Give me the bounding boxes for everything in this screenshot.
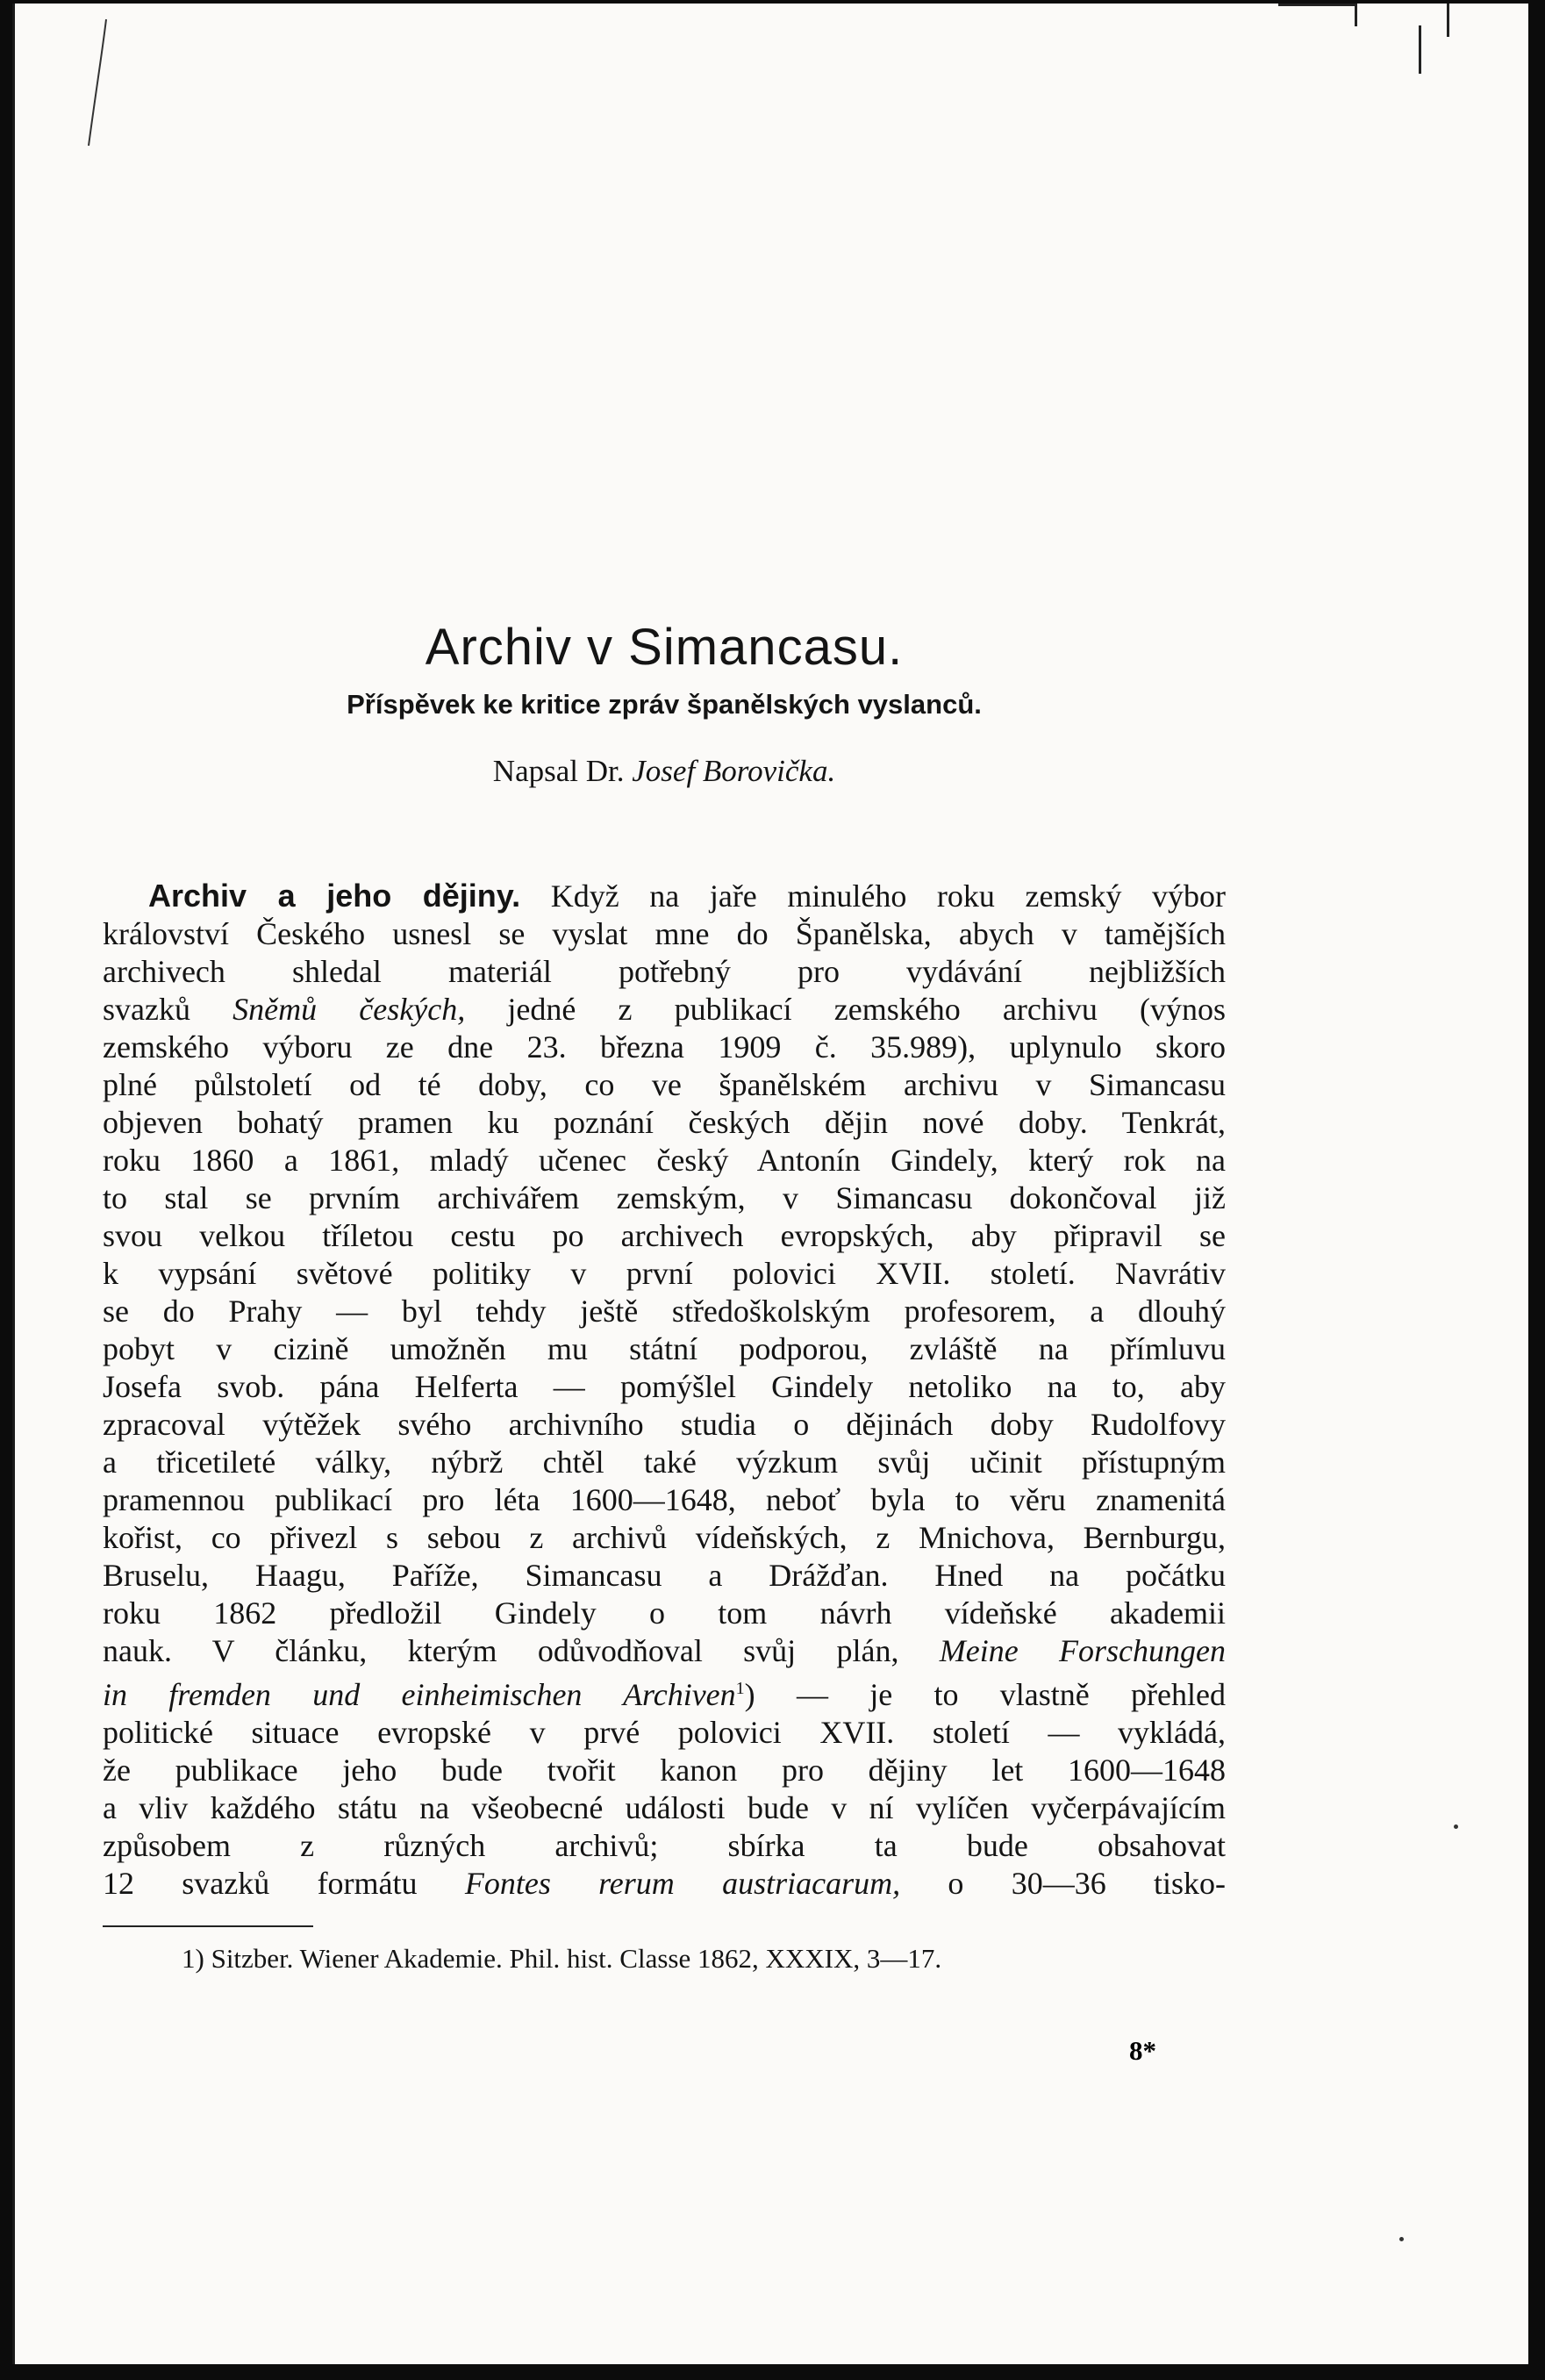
- scan-speck: [1454, 1824, 1458, 1829]
- text-line: Archiv a jeho dějiny. Když na jaře minulého roku zemský výbor: [148, 878, 1226, 914]
- text-line: že publikace jeho bude tvořit kanon pro dějiny let 1600—1648: [103, 1753, 1226, 1788]
- article: [103, 618, 1226, 1976]
- text-line: nauk. V článku, kterým odůvodňoval svůj plán, Meine Forschungen: [103, 1633, 1226, 1668]
- text-line: to stal se prvním archivářem zemským, v Simancasu dokončoval již: [103, 1180, 1226, 1215]
- footnote: [103, 1941, 1226, 1976]
- text-line: pobyt v cizině umožněn mu státní podporou, zvláště na přímluvu: [103, 1331, 1226, 1366]
- scan-edge-mark: [1419, 25, 1421, 74]
- text-line: in fremden und einheimischen Archiven$^1$) — je to vlastně přehled: [103, 1677, 1227, 1712]
- text-line: politické situace evropské v prvé polovici XVII. století — vykládá,: [103, 1715, 1226, 1750]
- text-line: objeven bohatý pramen ku poznání českých dějin nové doby. Tenkrát,: [103, 1105, 1226, 1140]
- text-line: svazků Sněmů českých, jedné z publikací zemského archivu (výnos: [103, 992, 1226, 1027]
- scan-speck: [1399, 2237, 1404, 2241]
- section-lead: Archiv a jeho dějiny.: [148, 878, 521, 914]
- footnote-marker: 1): [182, 1943, 204, 1974]
- scan-edge-mark: [1447, 4, 1449, 37]
- text-line: roku 1862 předložil Gindely o tom návrh vídeňské akademii: [103, 1595, 1226, 1631]
- footnote-rule: [103, 1925, 313, 1927]
- text-line: k vypsání světové politiky v první polovici XVII. století. Navrátiv: [103, 1256, 1226, 1291]
- author-name: Josef Borovička.: [632, 754, 836, 788]
- text-line: a vliv každého státu na všeobecné události bude v ní vylíčen vyčerpávajícím: [103, 1790, 1226, 1825]
- article-subtitle: Příspěvek ke kritice zpráv španělských vyslanců.: [347, 689, 982, 720]
- text-line: Bruselu, Haagu, Paříže, Simancasu a Drážďan. Hned na počátku: [103, 1558, 1226, 1593]
- text-line: zemského výboru ze dne 23. března 1909 č. 35.989), uplynulo skoro: [103, 1029, 1226, 1065]
- text-line: a třicetileté války, nýbrž chtěl také výzkum svůj učinit přístupným: [103, 1444, 1226, 1480]
- text-line: způsobem z různých archivů; sbírka ta bude obsahovat: [103, 1828, 1226, 1863]
- text-line: 12 svazků formátu Fontes rerum austriacarum, o 30—36 tisko-: [103, 1866, 1227, 1901]
- byline-prefix: Napsal Dr.: [492, 754, 625, 788]
- text-line: plné půlstoletí od té doby, co ve španělském archivu v Simancasu: [103, 1067, 1226, 1102]
- footnote-text: Sitzber. Wiener Akademie. Phil. hist. Classe 1862, XXXIX, 3—17.: [211, 1943, 942, 1974]
- scan-edge-mark: [1355, 4, 1357, 26]
- article-title: Archiv v Simancasu.: [425, 619, 904, 676]
- text-line: roku 1860 a 1861, mladý učenec český Antonín Gindely, který rok na: [103, 1143, 1226, 1178]
- text-line: archivech shledal materiál potřebný pro vydávání nejbližších: [103, 954, 1226, 989]
- text-line: kořist, co přivezl s sebou z archivů vídeňských, z Mnichova, Bernburgu,: [103, 1520, 1226, 1555]
- pencil-stroke: [68, 14, 138, 154]
- byline: [103, 754, 1226, 789]
- text-line: pramennou publikací pro léta 1600—1648, neboť byla to věru znamenitá: [103, 1482, 1226, 1517]
- text-line: království Českého usnesl se vyslat mne do Španělska, abych v tamějších: [103, 916, 1226, 951]
- signature-mark: 8*: [1129, 2035, 1156, 2066]
- scanned-page: [12, 4, 1528, 2364]
- article-body: [103, 877, 1226, 1903]
- text-line: Josefa svob. pána Helferta — pomýšlel Gindely netoliko na to, aby: [103, 1369, 1226, 1404]
- text-line: zpracoval výtěžek svého archivního studia o dějinách doby Rudolfovy: [103, 1407, 1226, 1442]
- text-line: se do Prahy — byl tehdy ještě středoškolským profesorem, a dlouhý: [103, 1294, 1226, 1329]
- scan-edge-mark: [1278, 4, 1357, 6]
- text-line: svou velkou tříletou cestu po archivech evropských, aby připravil se: [103, 1218, 1226, 1253]
